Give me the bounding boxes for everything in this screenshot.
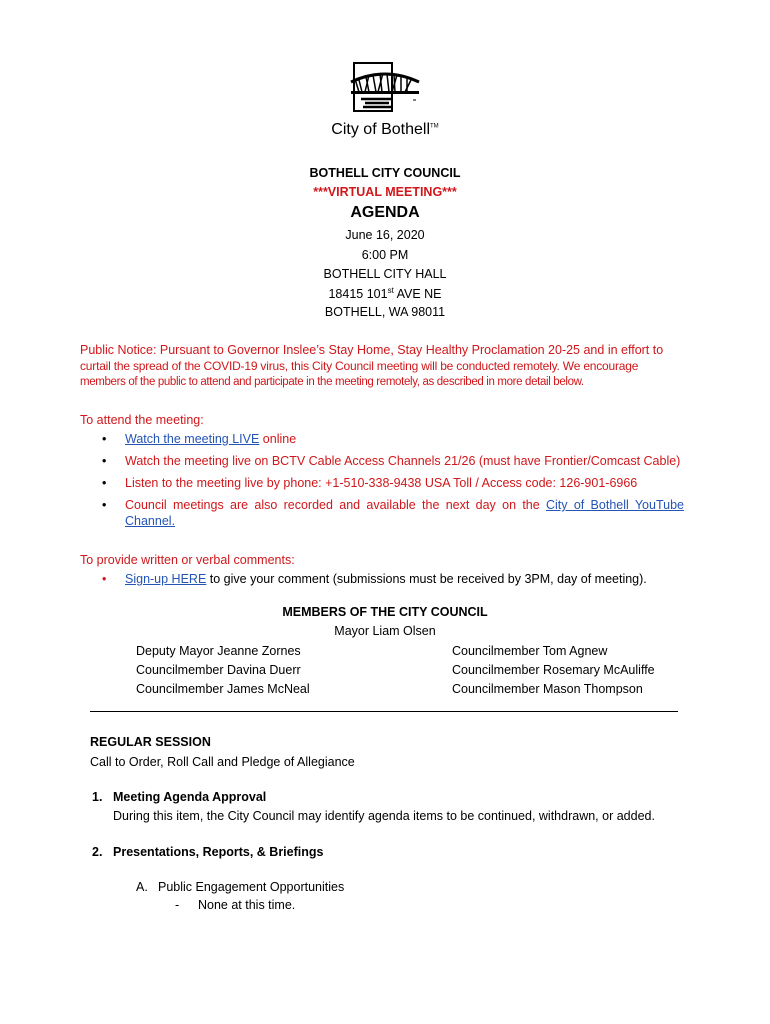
sub-item-title: Public Engagement Opportunities <box>158 880 345 894</box>
item-number: 2. <box>92 845 103 859</box>
member-name: Councilmember James McNeal <box>136 682 310 696</box>
sub-item-letter: A. <box>136 880 148 894</box>
comments-heading: To provide written or verbal comments: <box>80 553 295 567</box>
meeting-time: 6:00 PM <box>361 248 409 262</box>
member-name: Councilmember Davina Duerr <box>136 663 301 677</box>
mayor-name: Mayor Liam Olsen <box>334 624 436 638</box>
attend-heading: To attend the meeting: <box>80 413 204 427</box>
member-name: Deputy Mayor Jeanne Zornes <box>136 644 301 658</box>
list-item: • Watch the meeting live on BCTV Cable Access Channels 21/26 (must have Frontier/Comcast Cable) <box>102 454 681 468</box>
city-name: City of Bothell™ <box>331 121 439 138</box>
members-right-column <box>452 642 655 699</box>
youtube-channel-link[interactable]: City of Bothell YouTube Channel. <box>125 498 684 528</box>
attend-list <box>80 431 690 529</box>
council-title: BOTHELL CITY COUNCIL <box>309 166 461 180</box>
public-notice <box>80 342 690 390</box>
sign-up-link[interactable]: Sign-up HERE <box>125 572 207 586</box>
notice-line: Public Notice: Pursuant to Governor Inslee’s Stay Home, Stay Healthy Proclamation 20-25 and in effort to <box>80 343 664 357</box>
members-left-column <box>136 642 310 699</box>
notice-line: members of the public to attend and participate in the meeting remotely, as described in more detail below. <box>80 376 584 388</box>
list-item: • Sign-up HERE to give your comment (submissions must be received by 3PM, day of meeting). <box>102 572 647 586</box>
agenda-title: AGENDA <box>350 204 420 221</box>
comments-list <box>80 571 690 587</box>
bridge-logo-icon <box>349 62 421 116</box>
meeting-address: 18415 101st AVE NE <box>328 286 442 302</box>
agenda-item-title: Presentations, Reports, & Briefings <box>113 845 324 859</box>
section-divider <box>90 711 678 712</box>
agenda-item-description: During this item, the City Council may identify agenda items to be continued, withdrawn, or added. <box>113 809 655 823</box>
notice-line: curtail the spread of the COVID-19 virus, this City Council meeting will be conducted remotely. We encourage <box>80 359 639 373</box>
agenda-item-title: Meeting Agenda Approval <box>113 790 267 804</box>
meeting-location: BOTHELL CITY HALL <box>323 267 447 281</box>
member-name: Councilmember Rosemary McAuliffe <box>452 663 655 677</box>
list-item: • Council meetings are also recorded and available the next day on the City of Bothell YouTube Channel. <box>102 498 684 528</box>
list-item: • Watch the meeting LIVE online <box>102 432 297 446</box>
regular-session-heading: REGULAR SESSION <box>90 735 211 749</box>
meeting-date: June 16, 2020 <box>345 228 425 242</box>
item-number: 1. <box>92 790 103 804</box>
watch-live-link[interactable]: Watch the meeting LIVE <box>125 432 260 446</box>
trademark-mark: TM <box>430 123 439 130</box>
list-item: • Listen to the meeting live by phone: +1-510-338-9438 USA Toll / Access code: 126-901-6966 <box>102 476 638 490</box>
member-name: Councilmember Tom Agnew <box>452 644 608 658</box>
member-name: Councilmember Mason Thompson <box>452 682 643 696</box>
virtual-meeting-label: ***VIRTUAL MEETING*** <box>313 185 457 199</box>
call-to-order: Call to Order, Roll Call and Pledge of Allegiance <box>90 755 355 769</box>
members-heading: MEMBERS OF THE CITY COUNCIL <box>282 605 488 619</box>
sub-item-dash: - <box>175 898 180 912</box>
meeting-city-state: BOTHELL, WA 98011 <box>324 305 446 319</box>
sub-item-note: None at this time. <box>198 898 296 912</box>
